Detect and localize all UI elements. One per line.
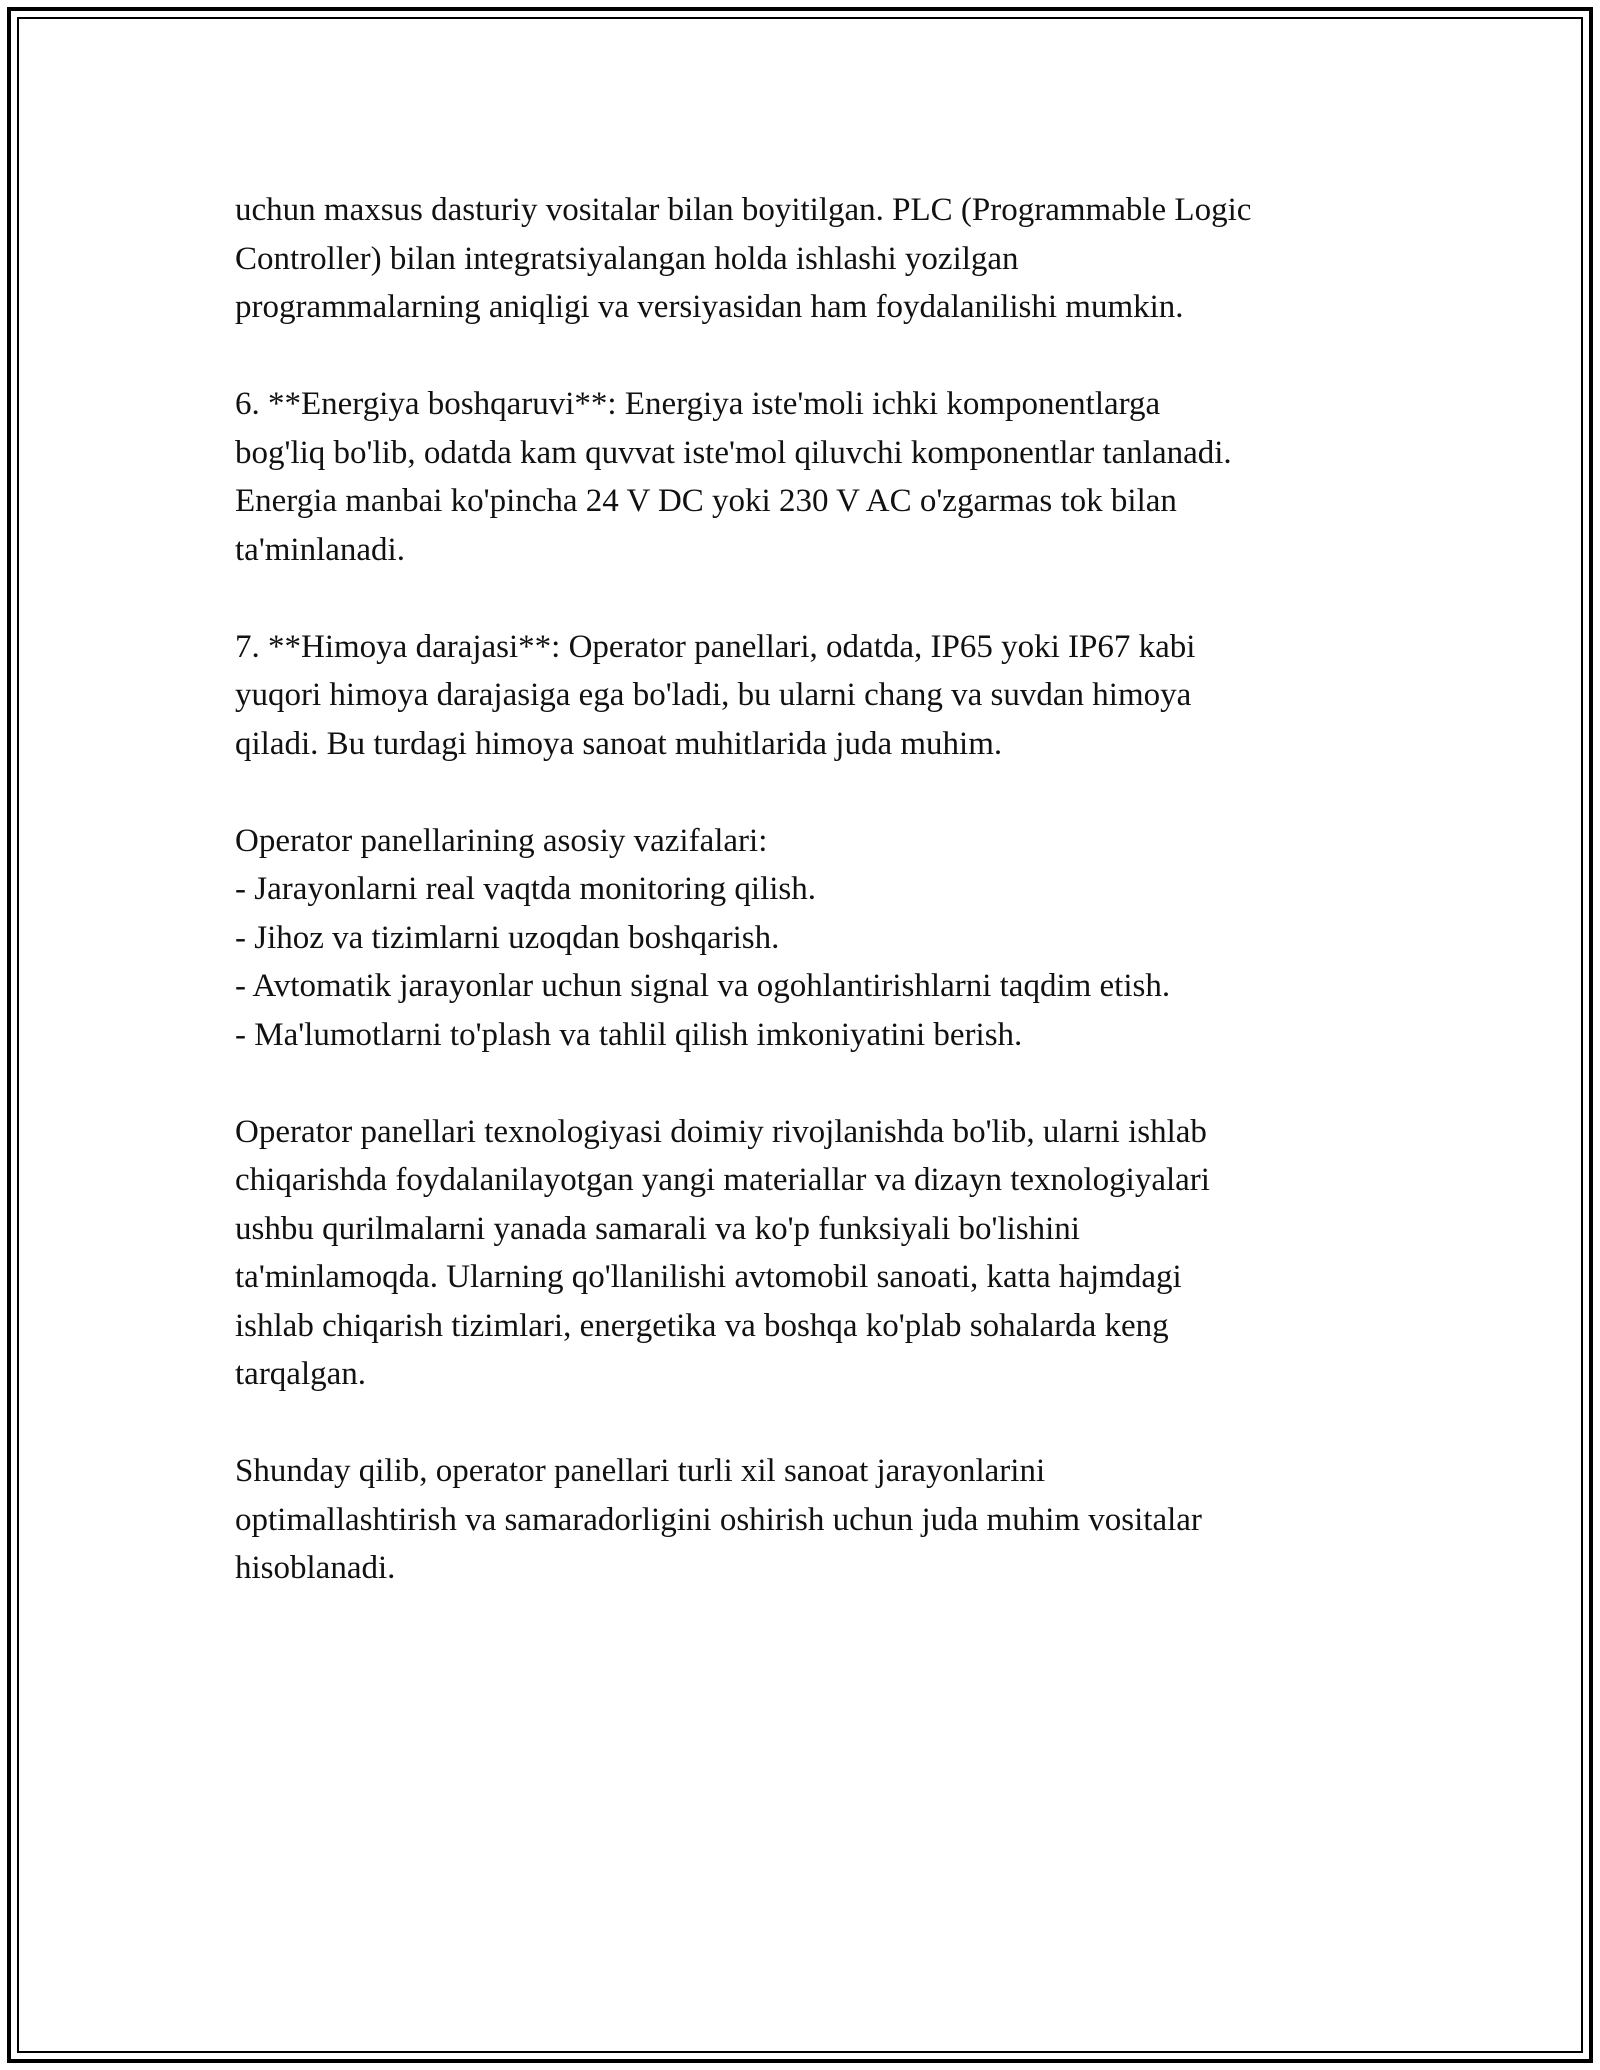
- text-line: ta'minlamoqda. Ularning qo'llanilishi avtomobil sanoati, katta hajmdagi: [235, 1259, 1182, 1295]
- text-line: 7. **Himoya darajasi**: Operator panellari, odatda, IP65 yoki IP67 kabi: [235, 628, 1196, 665]
- text-line: ishlab chiqarish tizimlari, energetika va boshqa ko'plab sohalarda keng: [235, 1307, 1169, 1344]
- text-line: programmalarning aniqligi va versiyasidan ham foydalanilishi mumkin.: [235, 289, 1184, 325]
- document-body: [235, 186, 1395, 1641]
- text-line: uchun maxsus dasturiy vositalar bilan boyitilgan. PLC (Programmable Logic: [235, 192, 1252, 228]
- text-line: yuqori himoya darajasiga ega bo'ladi, bu ularni chang va suvdan himoya: [235, 677, 1192, 713]
- paragraph-plc-software: [235, 186, 1395, 332]
- paragraph-conclusion: [235, 1447, 1395, 1593]
- paragraph-protection-level: [235, 623, 1395, 769]
- text-line: ushbu qurilmalarni yanada samarali va ko'p funksiyali bo'lishini: [235, 1210, 1080, 1247]
- paragraph-energy-management: [235, 380, 1395, 574]
- list-heading: Operator panellarining asosiy vazifalari:: [235, 822, 768, 859]
- text-line: 6. **Energiya boshqaruvi**: Energiya iste'moli ichki komponentlarga: [235, 386, 1161, 422]
- text-line: hisoblanadi.: [235, 1550, 396, 1586]
- text-line: optimallashtirish va samaradorligini oshirish uchun juda muhim vositalar: [235, 1501, 1202, 1538]
- paragraph-technology-development: [235, 1108, 1395, 1399]
- text-line: chiqarishda foydalanilayotgan yangi materiallar va dizayn texnologiyalari: [235, 1162, 1210, 1198]
- list-item: - Avtomatik jarayonlar uchun signal va ogohlantirishlarni taqdim etish.: [235, 968, 1171, 1004]
- text-line: Energia manbai ko'pincha 24 V DC yoki 230 V AC o'zgarmas tok bilan: [235, 483, 1177, 519]
- text-line: ta'minlanadi.: [235, 531, 405, 568]
- list-item: - Jihoz va tizimlarni uzoqdan boshqarish.: [235, 919, 780, 956]
- text-line: Controller) bilan integratsiyalangan holda ishlashi yozilgan: [235, 240, 1019, 277]
- list-item: - Jarayonlarni real vaqtda monitoring qilish.: [235, 871, 817, 907]
- text-line: Operator panellari texnologiyasi doimiy rivojlanishda bo'lib, ularni ishlab: [235, 1113, 1207, 1150]
- text-line: qiladi. Bu turdagi himoya sanoat muhitlarida juda muhim.: [235, 725, 1003, 762]
- text-line: bog'liq bo'lib, odatda kam quvvat iste'mol qiluvchi komponentlar tanlanadi.: [235, 434, 1232, 471]
- text-line: Shunday qilib, operator panellari turli xil sanoat jarayonlarini: [235, 1453, 1046, 1489]
- list-item: - Ma'lumotlarni to'plash va tahlil qilish imkoniyatini berish.: [235, 1016, 1023, 1053]
- text-line: tarqalgan.: [235, 1356, 367, 1392]
- paragraph-main-functions: [235, 817, 1395, 1060]
